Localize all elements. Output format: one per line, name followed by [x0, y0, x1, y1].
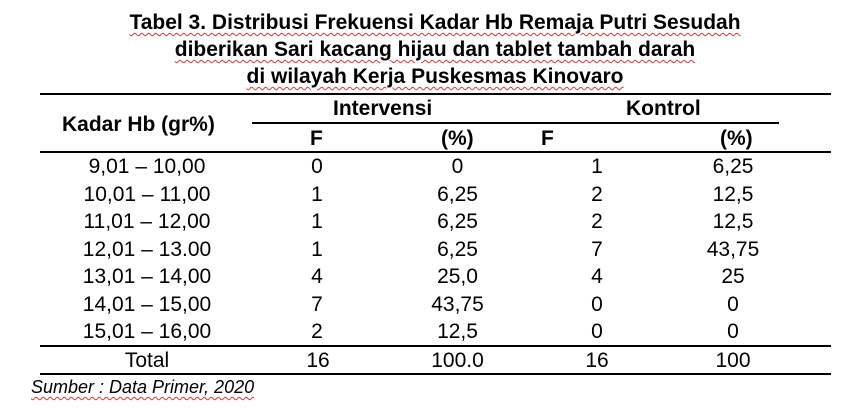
intervensi-f-cell: 2	[311, 320, 323, 343]
kontrol-pct-cell: 6,25	[712, 155, 754, 178]
total-kontrol-f: 16	[585, 349, 609, 372]
intervensi-pct-cell: 0	[451, 155, 464, 178]
table-title-line-1: Tabel 3. Distribusi Frekuensi Kadar Hb Remaja Putri Sesudah	[129, 11, 741, 34]
kontrol-f-cell: 2	[591, 210, 603, 233]
kontrol-pct-cell: 0	[727, 320, 739, 343]
kontrol-f-cell: 4	[591, 265, 603, 288]
header-bottom-rule	[40, 151, 831, 153]
intervensi-pct-header: (%)	[441, 127, 474, 150]
intervensi-f-cell: 4	[311, 265, 323, 288]
intervensi-f-cell: 7	[311, 293, 323, 316]
kontrol-pct-cell: 12,5	[712, 183, 754, 206]
range-cell: 12,01 – 13.00	[82, 238, 212, 261]
intervensi-pct-cell: 6,25	[437, 238, 478, 261]
range-cell: 10,01 – 11,00	[83, 183, 211, 206]
table-title-line-3: di wilayah Kerja Puskesmas Kinovaro	[246, 65, 624, 88]
kontrol-pct-cell: 0	[727, 293, 739, 316]
range-cell: 13,01 – 14,00	[82, 265, 212, 288]
kontrol-pct-cell: 25	[721, 265, 745, 288]
range-cell: 9,01 – 10,00	[88, 155, 206, 178]
total-intervensi-f: 16	[306, 349, 330, 372]
kontrol-pct-header: (%)	[720, 127, 753, 150]
intervensi-pct-cell: 6,25	[437, 210, 478, 233]
table-top-rule	[40, 93, 831, 95]
intervensi-pct-cell: 25,0	[437, 265, 478, 288]
intervensi-f-cell: 1	[311, 238, 323, 261]
kontrol-f-cell: 1	[591, 155, 603, 178]
intervensi-pct-cell: 43,75	[431, 293, 484, 316]
intervensi-f-cell: 1	[311, 210, 323, 233]
group-header-rule	[252, 122, 779, 124]
kontrol-pct-cell: 12,5	[712, 210, 754, 233]
table-bottom-rule	[40, 373, 831, 375]
kontrol-f-cell: 2	[591, 183, 603, 206]
kontrol-header: Kontrol	[626, 97, 701, 120]
range-cell: 14,01 – 15,00	[82, 293, 212, 316]
intervensi-pct-cell: 12,5	[437, 320, 478, 343]
total-label: Total	[124, 349, 170, 372]
kontrol-pct-cell: 43,75	[706, 238, 760, 261]
source-note: Sumber : Data Primer, 2020	[31, 377, 255, 397]
table-title-line-2: diberikan Sari kacang hijau dan tablet tambah darah	[174, 38, 696, 61]
total-kontrol-pct: 100	[715, 349, 751, 372]
total-intervensi-pct: 100.0	[431, 349, 484, 372]
range-cell: 15,01 – 16,00	[82, 320, 212, 343]
intervensi-pct-cell: 6,25	[437, 183, 478, 206]
kontrol-f-header: F	[541, 127, 554, 150]
range-cell: 11,01 – 12,00	[83, 210, 211, 233]
intervensi-f-cell: 0	[311, 155, 323, 178]
total-top-rule	[40, 345, 831, 347]
kontrol-f-cell: 0	[591, 320, 603, 343]
kadar-hb-header: Kadar Hb (gr%)	[62, 113, 215, 136]
intervensi-f-cell: 1	[311, 183, 323, 206]
kontrol-f-cell: 7	[591, 238, 603, 261]
intervensi-f-header: F	[310, 127, 323, 150]
kontrol-f-cell: 0	[591, 293, 603, 316]
intervensi-header: Intervensi	[333, 97, 433, 120]
